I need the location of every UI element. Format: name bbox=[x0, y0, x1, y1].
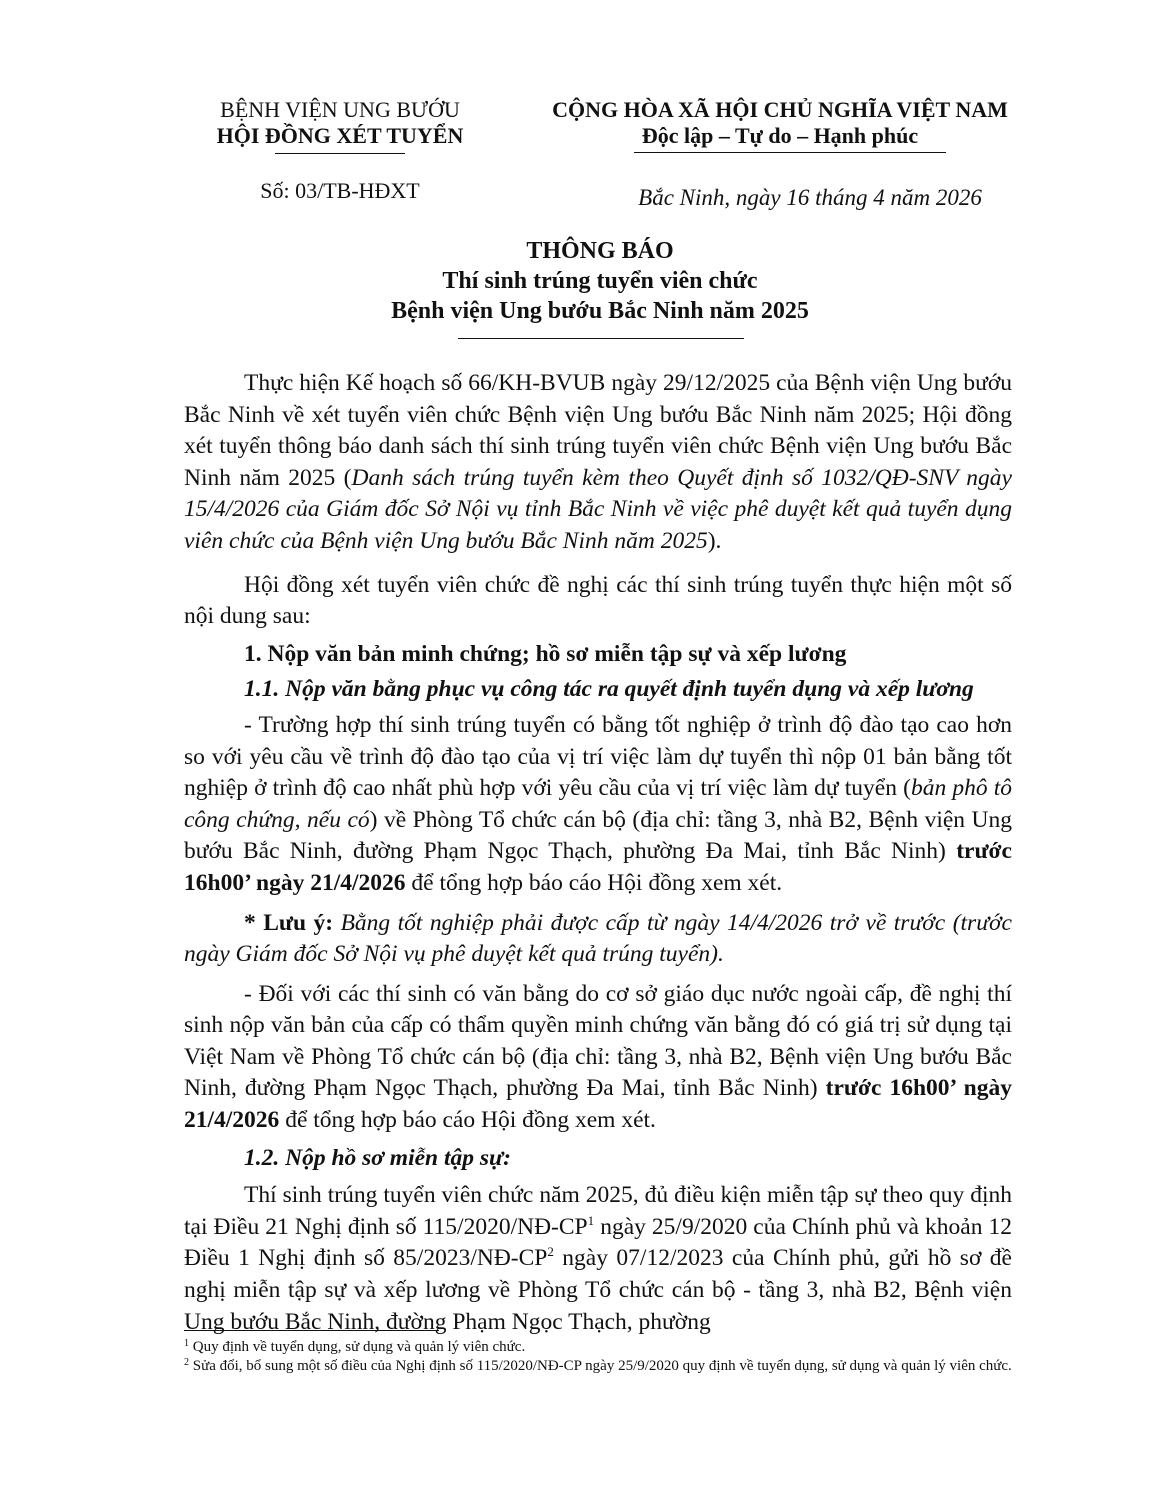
document-number: Số: 03/TB-HĐXT bbox=[260, 178, 420, 203]
footnote-ref-2: 2 bbox=[547, 1244, 554, 1260]
national-title bbox=[520, 97, 1040, 149]
paragraph-foreign-degree: - Đối với các thí sinh có văn bằng do cơ sở giáo dục nước ngoài cấp, đề nghị thí sinh nộp văn bản của cấp có thẩm quyền minh chứng văn bằng đó có giá trị sử dụng tại Việt Nam về Phòng Tổ chức cán bộ (địa chỉ: tầng 3, nhà B2, Bệnh viện Ung bướu Bắc Ninh, đường Phạm Ngọc Thạch, phường Đa Mai, tỉnh Bắc Ninh) trước 16h00’ ngày 21/4/2026 để tổng hợp báo cáo Hội đồng xem xét. bbox=[184, 980, 1012, 1134]
title-line-1: THÔNG BÁO bbox=[526, 238, 674, 264]
footnote-2: $^2$ Sửa đổi, bổ sung một số điều của Nghị định số 115/2020/NĐ-CP ngày 25/9/2020 quy định về tuyển dụng, sử dụng và quản lý viên chức. bbox=[184, 1357, 1012, 1374]
national-motto: Độc lập – Tự do – Hạnh phúc bbox=[641, 123, 919, 148]
section-heading-1: 1. Nộp văn bản minh chứng; hồ sơ miễn tập sự và xếp lương bbox=[244, 640, 847, 667]
note-paragraph: * Lưu ý: Bằng tốt nghiệp phải được cấp từ ngày 14/4/2026 trở về trước (trước ngày Giám đốc Sở Nội vụ phê duyệt kết quả trúng tuyển). bbox=[184, 909, 1012, 968]
org-underline bbox=[275, 153, 405, 154]
title-line-3: Bệnh viện Ung bướu Bắc Ninh năm 2025 bbox=[391, 298, 809, 324]
footnote-ref-1: 1 bbox=[587, 1212, 595, 1228]
title-line-2: Thí sinh trúng tuyển viên chức bbox=[442, 268, 758, 294]
issuing-organization bbox=[190, 97, 490, 149]
paragraph-degree-submission: - Trường hợp thí sinh trúng tuyển có bằng tốt nghiệp ở trình độ đào tạo cao hơn so với yêu cầu về trình độ đào tạo của vị trí việc làm dự tuyển thì nộp 01 bản bằng tốt nghiệp ở trình độ cao nhất phù hợp với yêu cầu của vị trí việc làm dự tuyển (bản phô tô công chứng, nếu có) về Phòng Tổ chức cán bộ (địa chỉ: tầng 3, nhà B2, Bệnh viện Ung bướu Bắc Ninh, đường Phạm Ngọc Thạch, phường Đa Mai, tỉnh Bắc Ninh) trước 16h00’ ngày 21/4/2026 để tổng hợp báo cáo Hội đồng xem xét. bbox=[184, 711, 1012, 896]
footnote-1: $^1$ Quy định về tuyển dụng, sử dụng và quản lý viên chức. bbox=[184, 1338, 526, 1355]
section-heading-1-1: 1.1. Nộp văn bằng phục vụ công tác ra quyết định tuyển dụng và xếp lương bbox=[244, 676, 974, 703]
place-date: Bắc Ninh, ngày 16 tháng 4 năm 2026 bbox=[638, 185, 982, 210]
section-heading-1-2: 1.2. Nộp hồ sơ miễn tập sự: bbox=[244, 1144, 511, 1171]
council-name: HỘI ĐỒNG XÉT TUYỂN bbox=[216, 123, 464, 148]
nation-name: CỘNG HÒA XÃ HỘI CHỦ NGHĨA VIỆT NAM bbox=[552, 97, 1008, 122]
motto-underline bbox=[634, 152, 946, 153]
footnote-separator bbox=[184, 1330, 439, 1331]
footnotes bbox=[184, 1338, 1012, 1376]
document-title bbox=[300, 236, 900, 326]
title-underline bbox=[458, 338, 744, 339]
org-name: BỆNH VIỆN UNG BƯỚU bbox=[220, 97, 460, 122]
paragraph-request: Hội đồng xét tuyển viên chức đề nghị các thí sinh trúng tuyển thực hiện một số nội dung sau: bbox=[184, 571, 1012, 630]
document-body bbox=[184, 368, 1012, 1338]
paragraph-probation-exemption: Thí sinh trúng tuyển viên chức năm 2025, đủ điều kiện miễn tập sự theo quy định tại Điều 21 Nghị định số $115/2020/NĐ-CP^1$ ngày 25/9/2020 của Chính phủ và khoản 12 Điều 1 Nghị định số $85/2023/NĐ-CP^2$ ngày 07/12/2023 của Chính phủ, gửi hồ sơ đề nghị miễn tập sự và xếp lương về Phòng Tổ chức cán bộ - tầng 3, nhà B2, Bệnh viện Ung bướu Bắc Ninh, đường Phạm Ngọc Thạch, phường bbox=[184, 1182, 1013, 1335]
paragraph-intro: Thực hiện Kế hoạch số 66/KH-BVUB ngày 29/12/2025 của Bệnh viện Ung bướu Bắc Ninh về xét tuyển viên chức Bệnh viện Ung bướu Bắc Ninh năm 2025; Hội đồng xét tuyển thông báo danh sách thí sinh trúng tuyển viên chức Bệnh viện Ung bướu Bắc Ninh năm 2025 (Danh sách trúng tuyển kèm theo Quyết định số 1032/QĐ-SNV ngày 15/4/2026 của Giám đốc Sở Nội vụ tỉnh Bắc Ninh về việc phê duyệt kết quả tuyển dụng viên chức của Bệnh viện Ung bướu Bắc Ninh năm 2025). bbox=[184, 370, 1012, 554]
